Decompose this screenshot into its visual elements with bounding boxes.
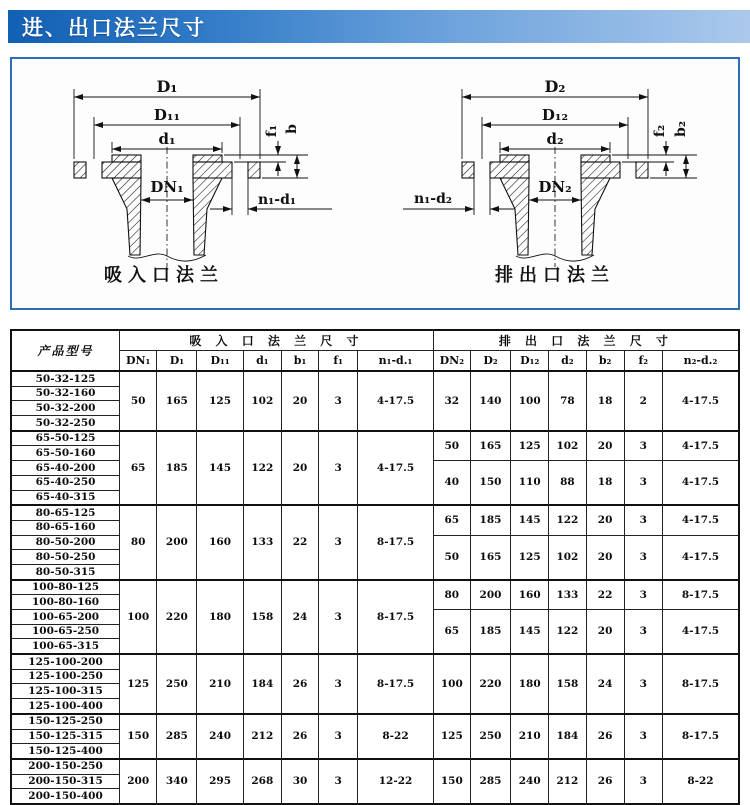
suction-value-cell: 3 (319, 371, 358, 431)
suction-value-cell: 3 (319, 714, 358, 759)
discharge-value-cell: 184 (549, 714, 586, 759)
discharge-value-cell: 4-17.5 (662, 461, 739, 506)
model-cell: 125-100-200 (11, 654, 120, 669)
suction-col-header: d₁ (243, 350, 281, 371)
discharge-value-cell: 78 (549, 371, 586, 431)
suction-value-cell: 50 (120, 371, 157, 431)
discharge-value-cell: 4-17.5 (662, 505, 739, 535)
model-cell: 100-80-160 (11, 595, 120, 610)
discharge-value-cell: 50 (433, 431, 470, 461)
model-cell: 150-125-315 (11, 729, 120, 744)
suction-value-cell: 12-22 (358, 759, 433, 804)
discharge-value-cell: 180 (511, 654, 549, 714)
suction-value-cell: 8-22 (358, 714, 433, 759)
dim-label-dn1-bore: DN₁ (150, 178, 184, 196)
suction-value-cell: 125 (120, 654, 157, 714)
suction-value-cell: 165 (157, 371, 197, 431)
discharge-value-cell: 8-22 (662, 759, 739, 804)
discharge-value-cell: 150 (433, 759, 470, 804)
suction-value-cell: 3 (319, 654, 358, 714)
suction-value-cell: 3 (319, 431, 358, 505)
model-cell: 125-100-400 (11, 699, 120, 714)
model-cell: 80-50-200 (11, 535, 120, 550)
discharge-value-cell: 122 (549, 505, 586, 535)
discharge-value-cell: 125 (433, 714, 470, 759)
discharge-value-cell: 285 (470, 759, 510, 804)
suction-col-header: f₁ (319, 350, 358, 371)
suction-value-cell: 8-17.5 (358, 580, 433, 654)
page-title: 进、出口法兰尺寸 (22, 15, 206, 40)
discharge-value-cell: 8-17.5 (662, 580, 739, 610)
model-cell: 150-125-250 (11, 714, 120, 729)
discharge-flange-caption: 排出口法兰 (495, 265, 615, 286)
model-cell: 100-65-250 (11, 624, 120, 639)
discharge-value-cell: 3 (624, 535, 662, 580)
discharge-value-cell: 3 (624, 654, 662, 714)
suction-value-cell: 24 (281, 580, 318, 654)
discharge-value-cell: 220 (470, 654, 510, 714)
table-row (11, 580, 739, 595)
discharge-value-cell: 20 (586, 610, 624, 655)
suction-col-header: DN₁ (120, 350, 157, 371)
suction-value-cell: 210 (197, 654, 243, 714)
suction-value-cell: 184 (243, 654, 281, 714)
discharge-value-cell: 20 (586, 505, 624, 535)
dim-label-n1-d1-holes: n₁-d₁ (258, 192, 297, 208)
discharge-value-cell: 4-17.5 (662, 610, 739, 655)
discharge-value-cell: 102 (549, 431, 586, 461)
suction-value-cell: 185 (157, 431, 197, 505)
dim-label-d1-face: d₁ (158, 130, 176, 148)
discharge-value-cell: 200 (470, 580, 510, 610)
model-cell: 80-65-160 (11, 520, 120, 535)
suction-value-cell: 8-17.5 (358, 505, 433, 579)
table-row (11, 759, 739, 774)
suction-value-cell: 200 (157, 505, 197, 579)
discharge-value-cell: 185 (470, 505, 510, 535)
discharge-flange-dimensions (403, 77, 697, 215)
suction-value-cell: 340 (157, 759, 197, 804)
discharge-value-cell: 165 (470, 535, 510, 580)
suction-flange-caption: 吸入口法兰 (104, 265, 224, 286)
suction-value-cell: 8-17.5 (358, 654, 433, 714)
model-cell: 80-50-250 (11, 550, 120, 565)
model-cell: 50-32-125 (11, 371, 120, 386)
discharge-value-cell: 140 (470, 371, 510, 431)
model-cell: 150-125-400 (11, 744, 120, 759)
section-title-banner (8, 10, 750, 43)
suction-value-cell: 160 (197, 505, 243, 579)
model-cell: 100-80-125 (11, 580, 120, 595)
discharge-value-cell: 145 (511, 505, 549, 535)
discharge-value-cell: 212 (549, 759, 586, 804)
dim-label-d1-outer: D₁ (156, 77, 178, 96)
model-cell: 65-40-250 (11, 475, 120, 490)
model-cell: 80-65-125 (11, 505, 120, 520)
discharge-value-cell: 18 (586, 371, 624, 431)
discharge-value-cell: 122 (549, 610, 586, 655)
model-cell: 50-32-200 (11, 401, 120, 416)
suction-value-cell: 3 (319, 505, 358, 579)
discharge-value-cell: 102 (549, 535, 586, 580)
suction-value-cell: 26 (281, 714, 318, 759)
table-row (11, 654, 739, 669)
dim-label-b-thickness: b (284, 124, 300, 134)
dim-label-b2-thickness: b₂ (673, 121, 689, 137)
suction-value-cell: 150 (120, 714, 157, 759)
discharge-value-cell: 24 (586, 654, 624, 714)
model-cell: 100-65-200 (11, 610, 120, 625)
suction-value-cell: 4-17.5 (358, 371, 433, 431)
suction-col-header: D₁ (157, 350, 197, 371)
dim-label-n1-d2-holes: n₁-d₂ (413, 191, 453, 207)
table-subheader-row (11, 350, 739, 371)
discharge-section-header: 排 出 口 法 兰 尺 寸 (433, 330, 739, 350)
suction-value-cell: 158 (243, 580, 281, 654)
discharge-value-cell: 26 (586, 759, 624, 804)
dim-label-f2-face-height: f₂ (652, 124, 668, 138)
discharge-value-cell: 3 (624, 461, 662, 506)
suction-value-cell: 220 (157, 580, 197, 654)
discharge-value-cell: 133 (549, 580, 586, 610)
discharge-value-cell: 165 (470, 431, 510, 461)
discharge-value-cell: 125 (511, 431, 549, 461)
discharge-value-cell: 240 (511, 759, 549, 804)
model-cell: 200-150-400 (11, 789, 120, 804)
discharge-col-header: f₂ (624, 350, 662, 371)
suction-value-cell: 22 (281, 505, 318, 579)
discharge-value-cell: 4-17.5 (662, 431, 739, 461)
discharge-value-cell: 22 (586, 580, 624, 610)
discharge-value-cell: 26 (586, 714, 624, 759)
suction-value-cell: 4-17.5 (358, 431, 433, 505)
discharge-value-cell: 3 (624, 714, 662, 759)
model-cell: 50-32-250 (11, 416, 120, 431)
discharge-value-cell: 4-17.5 (662, 535, 739, 580)
model-cell: 100-65-315 (11, 639, 120, 654)
table-row (11, 431, 739, 446)
discharge-value-cell: 20 (586, 535, 624, 580)
model-cell: 125-100-315 (11, 684, 120, 699)
discharge-value-cell: 185 (470, 610, 510, 655)
suction-value-cell: 26 (281, 654, 318, 714)
suction-value-cell: 20 (281, 431, 318, 505)
model-cell: 125-100-250 (11, 669, 120, 684)
table-header-row (11, 330, 739, 350)
discharge-value-cell: 158 (549, 654, 586, 714)
suction-value-cell: 30 (281, 759, 318, 804)
model-cell: 65-50-125 (11, 431, 120, 446)
discharge-col-header: D₂ (470, 350, 510, 371)
flange-drawings-panel (10, 57, 740, 310)
dim-label-d12-bolt-circle: D₁₂ (541, 106, 569, 124)
discharge-col-header: D₁₂ (511, 350, 549, 371)
suction-value-cell: 3 (319, 580, 358, 654)
suction-value-cell: 122 (243, 431, 281, 505)
discharge-value-cell: 4-17.5 (662, 371, 739, 431)
discharge-col-header: d₂ (549, 350, 586, 371)
flange-dimensions-table (10, 329, 740, 805)
discharge-value-cell: 20 (586, 431, 624, 461)
suction-value-cell: 3 (319, 759, 358, 804)
discharge-value-cell: 3 (624, 505, 662, 535)
discharge-value-cell: 65 (433, 505, 470, 535)
dim-label-d2-face: d₂ (546, 130, 564, 148)
model-cell: 65-40-200 (11, 461, 120, 476)
discharge-flange-diagram (375, 59, 738, 308)
suction-value-cell: 133 (243, 505, 281, 579)
suction-value-cell: 65 (120, 431, 157, 505)
discharge-col-header: DN₂ (433, 350, 470, 371)
model-cell: 80-50-315 (11, 564, 120, 579)
discharge-value-cell: 3 (624, 431, 662, 461)
suction-value-cell: 20 (281, 371, 318, 431)
discharge-value-cell: 8-17.5 (662, 654, 739, 714)
discharge-value-cell: 40 (433, 461, 470, 506)
discharge-value-cell: 250 (470, 714, 510, 759)
discharge-value-cell: 18 (586, 461, 624, 506)
discharge-value-cell: 50 (433, 535, 470, 580)
discharge-col-header: n₂-d.₂ (662, 350, 739, 371)
dim-label-d11-bolt-circle: D₁₁ (153, 106, 181, 124)
suction-value-cell: 295 (197, 759, 243, 804)
flange-table-body (11, 371, 739, 804)
suction-col-header: D₁₁ (197, 350, 243, 371)
discharge-value-cell: 2 (624, 371, 662, 431)
suction-value-cell: 212 (243, 714, 281, 759)
model-cell: 65-40-315 (11, 490, 120, 505)
suction-value-cell: 100 (120, 580, 157, 654)
discharge-value-cell: 88 (549, 461, 586, 506)
dim-label-d2-outer: D₂ (544, 77, 566, 96)
model-cell: 65-50-160 (11, 446, 120, 461)
table-row (11, 505, 739, 520)
suction-value-cell: 180 (197, 580, 243, 654)
discharge-value-cell: 8-17.5 (662, 714, 739, 759)
discharge-value-cell: 100 (511, 371, 549, 431)
model-cell: 200-150-250 (11, 759, 120, 774)
model-column-header: 产品型号 (11, 330, 120, 371)
suction-value-cell: 250 (157, 654, 197, 714)
discharge-value-cell: 80 (433, 580, 470, 610)
suction-col-header: b₁ (281, 350, 318, 371)
model-cell: 200-150-315 (11, 774, 120, 789)
suction-value-cell: 102 (243, 371, 281, 431)
model-cell: 50-32-160 (11, 386, 120, 401)
suction-value-cell: 145 (197, 431, 243, 505)
suction-value-cell: 285 (157, 714, 197, 759)
discharge-value-cell: 125 (511, 535, 549, 580)
discharge-value-cell: 3 (624, 610, 662, 655)
discharge-value-cell: 150 (470, 461, 510, 506)
discharge-value-cell: 3 (624, 580, 662, 610)
suction-value-cell: 200 (120, 759, 157, 804)
suction-value-cell: 240 (197, 714, 243, 759)
discharge-value-cell: 100 (433, 654, 470, 714)
suction-col-header: n₁-d.₁ (358, 350, 433, 371)
dim-label-dn2-bore: DN₂ (538, 178, 572, 196)
discharge-col-header: b₂ (586, 350, 624, 371)
table-row (11, 714, 739, 729)
discharge-value-cell: 65 (433, 610, 470, 655)
table-row (11, 371, 739, 386)
discharge-value-cell: 32 (433, 371, 470, 431)
suction-section-header: 吸 入 口 法 兰 尺 寸 (120, 330, 434, 350)
suction-value-cell: 80 (120, 505, 157, 579)
discharge-value-cell: 160 (511, 580, 549, 610)
suction-value-cell: 268 (243, 759, 281, 804)
suction-flange-diagram (12, 59, 375, 308)
discharge-value-cell: 110 (511, 461, 549, 506)
dim-label-f1-face-height: f₁ (264, 124, 280, 138)
discharge-value-cell: 210 (511, 714, 549, 759)
suction-value-cell: 125 (197, 371, 243, 431)
discharge-value-cell: 3 (624, 759, 662, 804)
discharge-value-cell: 145 (511, 610, 549, 655)
